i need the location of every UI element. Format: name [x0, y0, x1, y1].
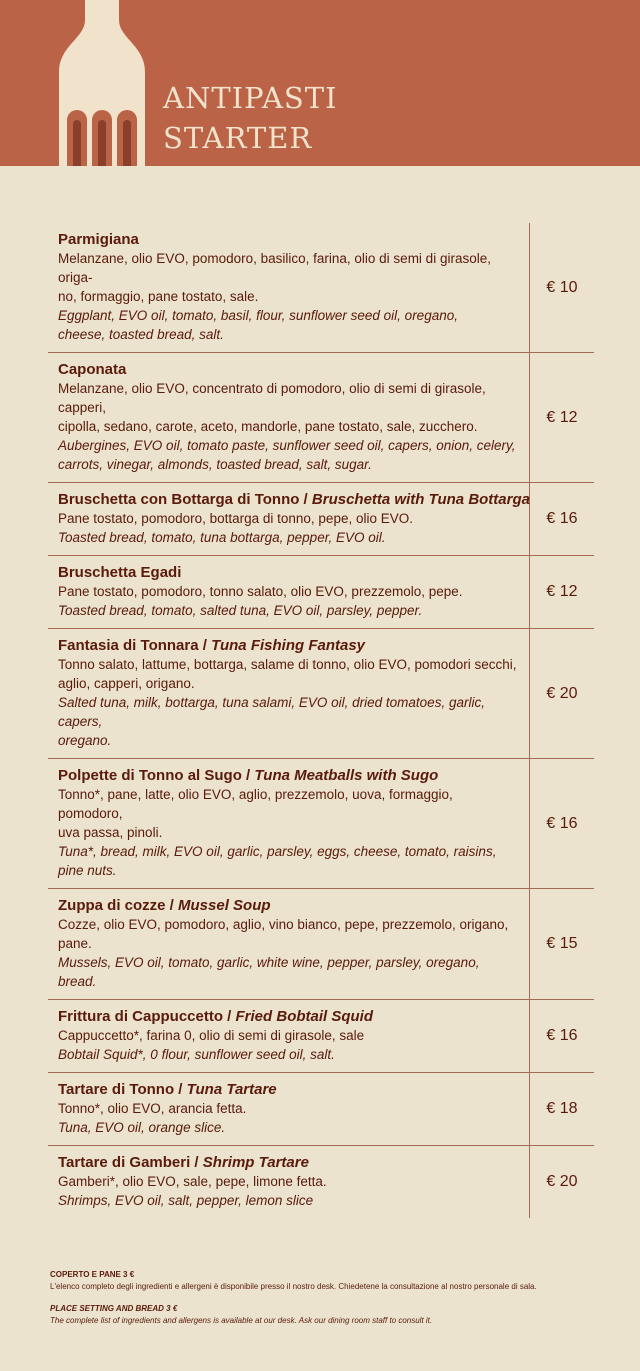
menu-item: [48, 1000, 594, 1073]
dish-name-en: Tuna Tartare: [186, 1081, 277, 1098]
dish-name-it: Caponata: [58, 361, 127, 378]
dish-name-en: Fried Bobtail Squid: [235, 1008, 374, 1025]
menu-item-price: € 16: [546, 814, 578, 832]
page-title: [163, 78, 338, 158]
menu-item: [48, 353, 594, 483]
ingredients-it: Tonno*, olio EVO, arancia fetta.: [58, 1101, 247, 1116]
menu-item-description: [48, 556, 530, 628]
menu-item-name: [58, 766, 519, 785]
menu-item-price: € 20: [546, 1173, 578, 1190]
ingredients-it: Pane tostato, pomodoro, bottarga di tonno, pepe, olio EVO.: [58, 511, 413, 526]
menu-item-price: € 18: [546, 1100, 578, 1117]
dish-name-it: Bruschetta Egadi: [58, 564, 182, 581]
menu-item: [48, 889, 594, 1000]
menu-item-price: € 16: [546, 1027, 578, 1044]
ingredients-en: Salted tuna, milk, bottarga, tuna salami, EVO oil, dried tomatoes, garlic, capers, oregano.: [58, 695, 485, 748]
dish-name-it: Zuppa di cozze /: [58, 897, 179, 914]
ingredients-en: Tuna, EVO oil, orange slice.: [58, 1120, 226, 1135]
header-band: [0, 0, 640, 166]
dish-name-it: Parmigiana: [58, 231, 139, 248]
menu-item: [48, 1146, 594, 1218]
ingredients-en: Toasted bread, tomato, salted tuna, EVO oil, parsley, pepper.: [58, 603, 423, 618]
ingredients-en: Toasted bread, tomato, tuna bottarga, pepper, EVO oil.: [58, 530, 386, 545]
menu-item-price: € 16: [546, 510, 578, 527]
dish-name-it: Bruschetta con Bottarga di Tonno /: [58, 491, 312, 508]
cover-charge-en: PLACE SETTING AND BREAD 3 €: [50, 1304, 178, 1313]
menu-item-name: [58, 896, 519, 915]
ingredients-en: Shrimps, EVO oil, salt, pepper, lemon slice: [58, 1193, 314, 1208]
menu-item-description: [48, 889, 530, 999]
ingredients-en: Bobtail Squid*, 0 flour, sunflower seed oil, salt.: [58, 1047, 335, 1062]
dish-name-it: Frittura di Cappuccetto /: [58, 1008, 236, 1025]
menu-item: [48, 629, 594, 759]
ingredients-en: Eggplant, EVO oil, tomato, basil, flour, sunflower seed oil, oregano, cheese, toasted bread, salt.: [58, 308, 458, 342]
allergen-note-en: The complete list of ingredients and allergens is available at our desk. Ask our dining room staff to consult it.: [50, 1316, 433, 1325]
dish-name-it: Polpette di Tonno al Sugo /: [58, 767, 255, 784]
menu-item-name: [58, 636, 519, 655]
menu-item: [48, 556, 594, 629]
dish-name-it: Fantasia di Tonnara /: [58, 637, 212, 654]
menu-item-name: [58, 563, 519, 582]
ingredients-it: Tonno salato, lattume, bottarga, salame di tonno, olio EVO, pomodori secchi, aglio, capperi, origano.: [58, 657, 517, 691]
dish-name-en: Mussel Soup: [178, 897, 271, 914]
menu-list: [48, 223, 594, 1218]
menu-item-description: [48, 353, 530, 482]
title-line-2: STARTER: [163, 121, 313, 155]
menu-item-description: [48, 483, 530, 555]
ingredients-it: Tonno*, pane, latte, olio EVO, aglio, prezzemolo, uova, formaggio, pomodoro, uva passa, pinoli.: [58, 787, 453, 840]
menu-item-price: € 15: [546, 935, 578, 952]
dish-name-it: Tartare di Tonno /: [58, 1081, 187, 1098]
allergen-note-it: L'elenco completo degli ingredienti e allergeni è disponibile presso il nostro desk. Chiedetene la consultazione al nostro personale di sala.: [50, 1282, 537, 1291]
menu-item: [48, 483, 594, 556]
menu-item-description: [48, 759, 530, 888]
menu-item-name: [58, 490, 530, 509]
dish-name-en: Tuna Fishing Fantasy: [211, 637, 366, 654]
menu-item-price: € 20: [546, 684, 578, 702]
menu-item-name: [58, 1153, 519, 1172]
dish-name-it: Tartare di Gamberi /: [58, 1154, 203, 1171]
title-line-1: ANTIPASTI: [163, 81, 338, 115]
ingredients-it: Melanzane, olio EVO, pomodoro, basilico, farina, olio di semi di girasole, origa- no, formaggio, pane tostato, sale.: [58, 251, 491, 304]
ingredients-en: Aubergines, EVO oil, tomato paste, sunflower seed oil, capers, onion, celery, carrots, vinegar, almonds, toasted bread, salt, sugar.: [58, 438, 516, 472]
menu-item-name: [58, 230, 519, 249]
ingredients-it: Pane tostato, pomodoro, tonno salato, olio EVO, prezzemolo, pepe.: [58, 584, 463, 599]
dish-name-en: Tuna Meatballs with Sugo: [254, 767, 439, 784]
menu-item: [48, 223, 594, 353]
menu-item-description: [48, 1000, 530, 1072]
ingredients-it: Cozze, olio EVO, pomodoro, aglio, vino bianco, pepe, prezzemolo, origano, pane.: [58, 917, 509, 951]
menu-item-name: [58, 360, 519, 379]
ingredients-it: Gamberi*, olio EVO, sale, pepe, limone fetta.: [58, 1174, 327, 1189]
ingredients-it: Cappuccetto*, farina 0, olio di semi di girasole, sale: [58, 1028, 365, 1043]
cover-charge-it: COPERTO E PANE 3 €: [50, 1270, 135, 1279]
menu-item-price: € 12: [546, 408, 578, 426]
menu-item-name: [58, 1007, 519, 1026]
fork-icon: [57, 0, 147, 166]
menu-item-description: [48, 1073, 530, 1145]
dish-name-en: Shrimp Tartare: [202, 1154, 309, 1171]
ingredients-en: Mussels, EVO oil, tomato, garlic, white wine, pepper, parsley, oregano, bread.: [58, 955, 480, 989]
dish-name-en: Bruschetta with Tuna Bottarga: [311, 491, 530, 508]
menu-item-price: € 10: [546, 278, 578, 296]
footer-notes: [50, 1269, 537, 1327]
menu-item: [48, 1073, 594, 1146]
menu-item-price: € 12: [546, 583, 578, 600]
ingredients-en: Tuna*, bread, milk, EVO oil, garlic, parsley, eggs, cheese, tomato, raisins, pine nuts.: [58, 844, 497, 878]
menu-item: [48, 759, 594, 889]
menu-item-description: [48, 1146, 530, 1218]
ingredients-it: Melanzane, olio EVO, concentrato di pomodoro, olio di semi di girasole, capperi, cipolla, sedano, carote, aceto, mandorle, pane tostato, sale, zucchero.: [58, 381, 486, 434]
menu-item-description: [48, 223, 530, 352]
menu-item-description: [48, 629, 530, 758]
menu-item-name: [58, 1080, 519, 1099]
